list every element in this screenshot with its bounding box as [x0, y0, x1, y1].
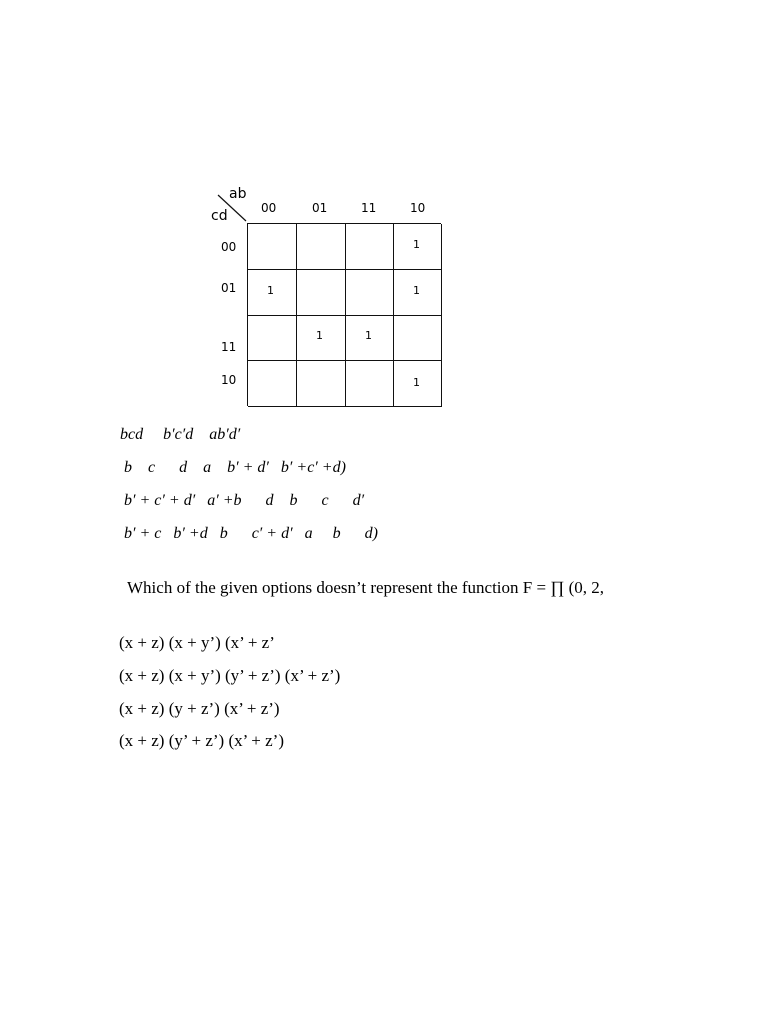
expression-line: b c d a b′ + d′ b′ +c′ +d): [120, 459, 346, 476]
kmap-col-header: 10: [410, 201, 426, 215]
kmap-cell: [346, 361, 394, 407]
expression-line: b′ + c′ + d′ a′ +b d b c d′: [120, 492, 365, 509]
kmap-row-header: 11: [221, 340, 237, 354]
kmap-cell: [394, 270, 442, 316]
kmap-cell-value: 1: [267, 284, 274, 297]
kmap-col-header: 01: [312, 201, 328, 215]
kmap-cell: [248, 316, 297, 361]
kmap-cell: [394, 361, 442, 407]
kmap-cell: [346, 270, 394, 316]
expression-line: b′ + c b′ +d b c′ + d′ a b d): [120, 525, 378, 542]
expression-line: bcd b′c′d ab′d′: [120, 426, 241, 443]
kmap-col-variable: ab: [229, 186, 247, 202]
kmap-cell-value: 1: [413, 284, 420, 297]
kmap-row-header: 01: [221, 281, 237, 295]
kmap-cell: [297, 224, 346, 270]
kmap-grid: [247, 223, 441, 406]
kmap-cell: [297, 270, 346, 316]
kmap-cell: [346, 224, 394, 270]
kmap-cell: [248, 361, 297, 407]
kmap-col-header: 11: [361, 201, 377, 215]
option-item: (x + z) (y + z’) (x’ + z’): [119, 699, 280, 718]
kmap-cell: [394, 224, 442, 270]
karnaugh-map: [208, 188, 448, 408]
kmap-cell: [297, 361, 346, 407]
kmap-cell: [346, 316, 394, 361]
option-item: (x + z) (x + y’) (x’ + z’: [119, 633, 275, 652]
kmap-cell: [297, 316, 346, 361]
kmap-cell-value: 1: [413, 238, 420, 251]
kmap-cell-value: 1: [316, 329, 323, 342]
kmap-cell-value: 1: [365, 329, 372, 342]
kmap-row-header: 00: [221, 240, 237, 254]
kmap-row-header: 10: [221, 373, 237, 387]
option-item: (x + z) (y’ + z’) (x’ + z’): [119, 731, 284, 750]
kmap-col-header: 00: [261, 201, 277, 215]
question-text: Which of the given options doesn’t represent the function F = ∏ (0, 2,: [127, 578, 604, 597]
kmap-cell-value: 1: [413, 376, 420, 389]
kmap-row-variable: cd: [211, 208, 228, 224]
kmap-cell: [248, 270, 297, 316]
kmap-cell: [248, 224, 297, 270]
kmap-cell: [394, 316, 442, 361]
option-item: (x + z) (x + y’) (y’ + z’) (x’ + z’): [119, 666, 341, 685]
